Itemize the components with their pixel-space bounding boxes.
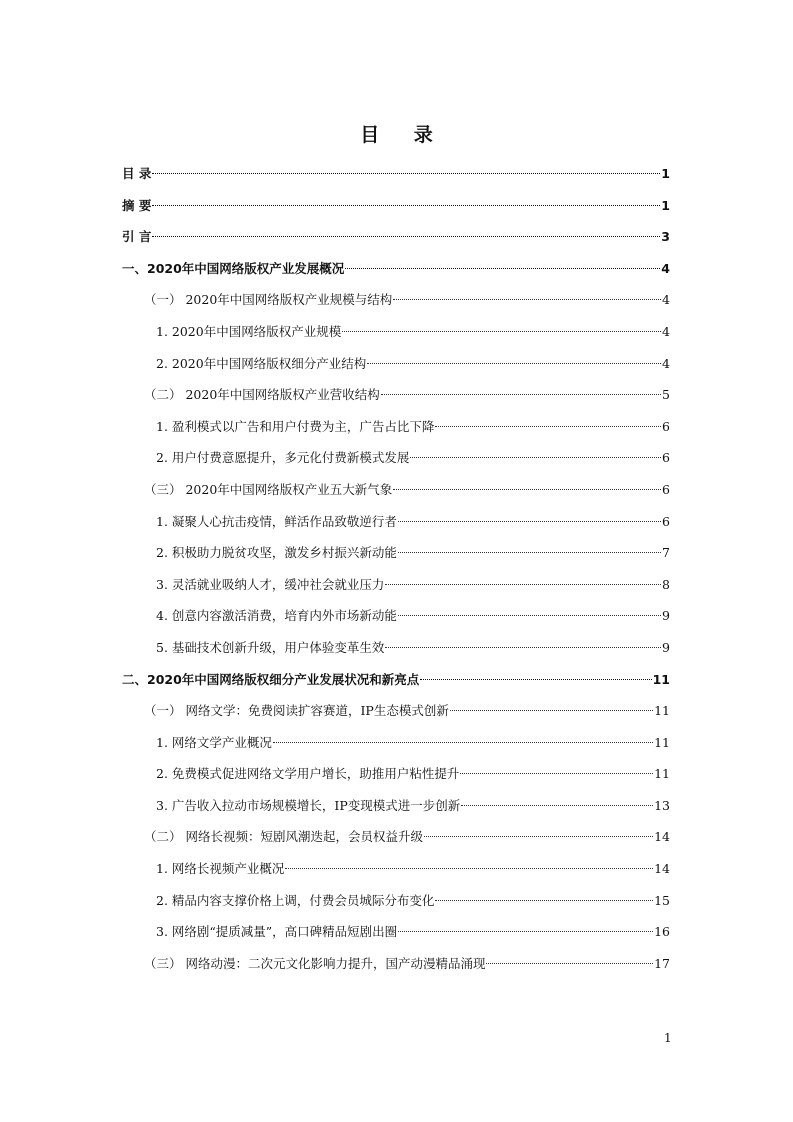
footer-page-number: 1 [664,1031,672,1045]
toc-entry-label: 摘 要 [122,197,152,213]
toc-entry-label: 2. 免费模式促进网络文学用户增长，助推用户粘性提升 [156,766,460,782]
toc-entry-page: 15 [654,892,670,908]
toc-entry-label: 一、2020年中国网络版权产业发展概况 [122,260,345,276]
toc-entry-page: 3 [661,229,670,245]
toc-dot-leader [342,331,661,332]
toc-entry-label: 目 录 [122,166,152,181]
toc-entry-page: 16 [654,924,670,940]
toc-dot-leader [152,173,660,174]
toc-dot-leader [152,205,660,206]
toc-dot-leader [393,489,661,490]
toc-dot-leader [424,836,653,837]
toc-dot-leader [345,268,660,269]
toc-entry-subsection[interactable] [122,348,670,380]
toc-entry-page: 11 [654,766,670,782]
toc-entry-page: 6 [662,450,670,466]
toc-dot-leader [393,299,661,300]
toc-entry-contents[interactable] [122,158,670,190]
toc-entry-abstract[interactable] [122,190,670,222]
toc-entry-section[interactable] [122,474,670,506]
toc-entry-label: 3. 广告收入拉动市场规模增长，IP变现模式进一步创新 [156,797,461,813]
toc-dot-leader [435,426,661,427]
toc-entry-page: 9 [662,608,670,624]
toc-entry-subsection[interactable] [122,790,670,822]
toc-dot-leader [460,773,653,774]
toc-entry-page: 8 [662,576,670,592]
toc-entry-subsection[interactable] [122,632,670,664]
toc-entry-page: 17 [654,955,670,971]
toc-entry-page: 14 [654,861,670,877]
toc-dot-leader [486,963,653,964]
toc-entry-label: 引 言 [122,229,152,245]
toc-entry-chapter[interactable] [122,664,670,696]
toc-entry-subsection[interactable] [122,916,670,948]
table-of-contents [122,158,670,979]
toc-entry-subsection[interactable] [122,758,670,790]
toc-entry-label: （二） 2020年中国网络版权产业营收结构 [144,387,380,403]
toc-entry-label: 1. 网络文学产业概况 [156,734,272,750]
toc-dot-leader [367,363,661,364]
toc-entry-label: 5. 基础技术创新升级，用户体验变革生效 [156,639,385,655]
toc-entry-subsection[interactable] [122,727,670,759]
toc-dot-leader [381,394,661,395]
toc-entry-page: 9 [662,639,670,655]
toc-entry-section[interactable] [122,379,670,411]
toc-entry-page: 6 [662,513,670,529]
toc-entry-label: 1. 2020年中国网络版权产业规模 [156,323,342,339]
toc-dot-leader [385,647,661,648]
toc-entry-label: （二） 网络长视频：短剧风潮迭起，会员权益升级 [144,829,423,845]
page-title: 目 录 [360,124,447,146]
toc-entry-subsection[interactable] [122,316,670,348]
toc-entry-page: 7 [662,545,670,561]
toc-entry-subsection[interactable] [122,600,670,632]
toc-entry-introduction[interactable] [122,221,670,253]
toc-entry-chapter[interactable] [122,253,670,285]
toc-entry-label: 1. 盈利模式以广告和用户付费为主，广告占比下降 [156,418,435,434]
toc-entry-label: 1. 网络长视频产业概况 [156,861,285,877]
toc-entry-label: （一） 网络文学：免费阅读扩容赛道，IP生态模式创新 [144,703,449,719]
toc-entry-subsection[interactable] [122,537,670,569]
toc-entry-section[interactable] [122,948,670,980]
toc-dot-leader [398,615,661,616]
toc-entry-label: （三） 2020年中国网络版权产业五大新气象 [144,481,393,497]
toc-entry-label: 2. 用户付费意愿提升，多元化付费新模式发展 [156,450,410,466]
toc-entry-label: 2. 2020年中国网络版权细分产业结构 [156,355,367,371]
toc-entry-subsection[interactable] [122,853,670,885]
toc-entry-page: 4 [661,260,670,276]
toc-entry-page: 11 [652,671,670,687]
toc-entry-page: 4 [662,292,670,308]
toc-entry-label: （一） 2020年中国网络版权产业规模与结构 [144,292,393,308]
toc-dot-leader [385,584,661,585]
toc-dot-leader [461,805,653,806]
toc-entry-subsection[interactable] [122,569,670,601]
toc-dot-leader [435,900,653,901]
toc-entry-page: 13 [654,797,670,813]
toc-entry-page: 11 [654,703,670,719]
toc-entry-subsection[interactable] [122,506,670,538]
toc-entry-subsection[interactable] [122,411,670,443]
toc-entry-page: 1 [661,166,670,181]
toc-entry-subsection[interactable] [122,442,670,474]
toc-entry-section[interactable] [122,695,670,727]
toc-entry-label: 4. 创意内容激活消费，培育内外市场新动能 [156,608,397,624]
toc-dot-leader [273,742,653,743]
toc-entry-page: 14 [654,829,670,845]
toc-entry-label: 2. 积极助力脱贫攻坚，激发乡村振兴新动能 [156,545,397,561]
toc-entry-label: 2. 精品内容支撑价格上调，付费会员城际分布变化 [156,892,435,908]
toc-dot-leader [398,521,661,522]
toc-dot-leader [398,552,661,553]
toc-entry-section[interactable] [122,821,670,853]
toc-dot-leader [450,710,653,711]
toc-entry-page: 5 [662,387,670,403]
toc-entry-page: 4 [662,355,670,371]
toc-entry-page: 1 [661,197,670,213]
toc-dot-leader [285,868,653,869]
toc-entry-page: 6 [662,418,670,434]
toc-dot-leader [152,236,660,237]
toc-entry-page: 4 [662,323,670,339]
toc-entry-page: 11 [654,734,670,750]
toc-entry-label: 二、2020年中国网络版权细分产业发展状况和新亮点 [122,671,420,687]
toc-entry-section[interactable] [122,284,670,316]
toc-entry-label: 3. 灵活就业吸纳人才，缓冲社会就业压力 [156,576,385,592]
toc-entry-subsection[interactable] [122,885,670,917]
toc-dot-leader [398,931,653,932]
toc-entry-label: （三） 网络动漫：二次元文化影响力提升，国产动漫精品涌现 [144,955,486,971]
toc-dot-leader [420,679,651,680]
toc-dot-leader [410,457,661,458]
toc-entry-page: 6 [662,481,670,497]
toc-entry-label: 3. 网络剧“提质减量”，高口碑精品短剧出圈 [156,924,398,940]
toc-entry-label: 1. 凝聚人心抗击疫情，鲜活作品致敬逆行者 [156,513,397,529]
